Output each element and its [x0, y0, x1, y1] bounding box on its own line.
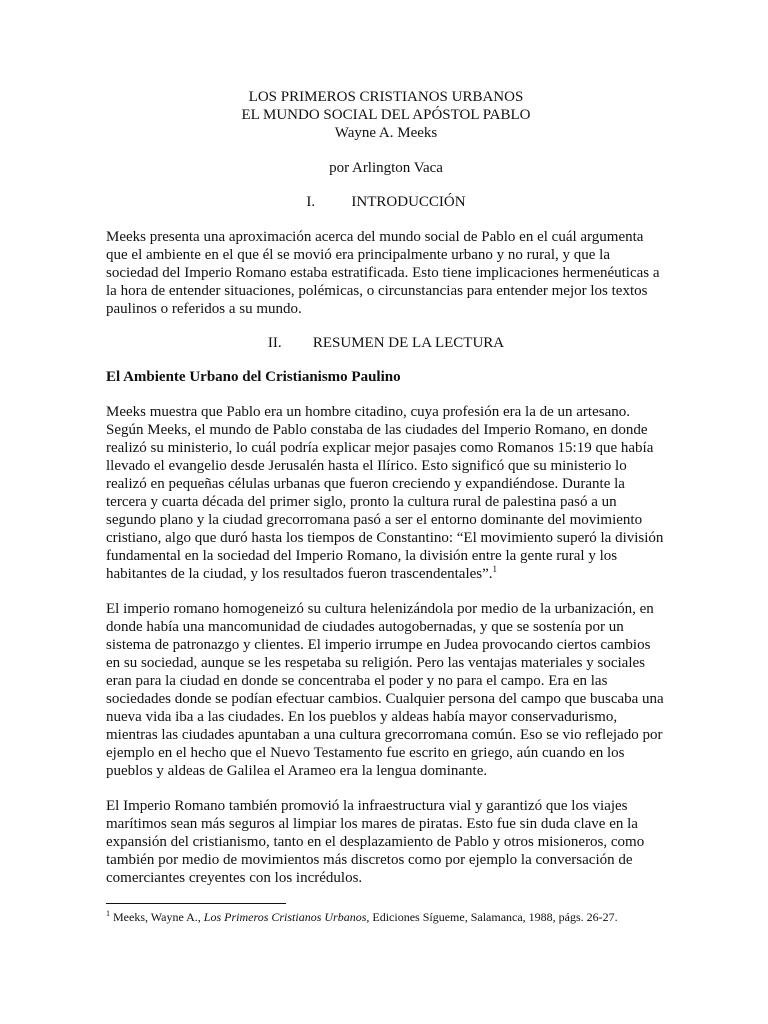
section-number: II.: [267, 335, 282, 351]
footnote-suffix: Ediciones Sígueme, Salamanca, 1988, págs. 26-27.: [369, 910, 618, 924]
footnote-marker: 1: [106, 909, 110, 918]
paragraph-text: Meeks muestra que Pablo era un hombre citadino, cuya profesión era la de un artesano. Según Meeks, el mundo de Pablo constaba de las ciudades del Imperio Romano, en donde realizó su ministerio, lo cuál podría explicar mejor pasajes como Romanos 15:19 que había llevado el evangelio desde Jerusalén hasta el Ilírico. Esto significó que su ministerio lo realizó en pequeñas células urbanas que fueron creciendo y expandiéndose. Durante la tercera y cuarta década del primer siglo, pronto la cultura rural de palestina pasó a un segundo plano y la ciudad grecorromana pasó a ser el entorno dominante del movimiento cristiano, algo que duró hasta los tiempos de Constantino: “El movimiento superó la división fundamental en la sociedad del Imperio Romano, la división entre la gente rural y los habitantes de la ciudad, y los resultados fueron trascendentales”.: [106, 404, 664, 582]
section-title: INTRODUCCIÓN: [351, 194, 466, 210]
body-paragraph-3: El Imperio Romano también promovió la infraestructura vial y garantizó que los viajes marítimos sean más seguros al limpiar los mares de piratas. Esto fue sin duda clave en la expansión del cristianismo, tanto en el desplazamiento de Pablo y otros misioneros, como también por medio de movimientos más discretos como por ejemplo la conversación de comerciantes creyentes con los incrédulos.: [106, 798, 645, 886]
title-block: [106, 88, 666, 142]
byline: por Arlington Vaca: [329, 160, 443, 176]
title-line-2: EL MUNDO SOCIAL DEL APÓSTOL PABLO: [241, 107, 531, 123]
section-heading-introduccion: [106, 193, 666, 211]
document-page: [106, 88, 666, 925]
footnote-reference[interactable]: 1: [492, 564, 498, 574]
section-number: I.: [306, 194, 316, 210]
body-paragraph-1: [106, 403, 666, 583]
title-line-1: LOS PRIMEROS CRISTIANOS URBANOS: [248, 89, 524, 105]
subheading: El Ambiente Urbano del Cristianismo Paulino: [106, 369, 401, 385]
section-heading-resumen: [106, 334, 666, 352]
intro-paragraph: Meeks presenta una aproximación acerca del mundo social de Pablo en el cuál argumenta que el ambiente en el que él se movió era principalmente urbano y no rural, y que la sociedad del Imperio Romano estaba estratificada. Esto tiene implicaciones hermenéuticas a la hora de entender situaciones, polémicas, o circunstancias para entender mejor los textos paulinos o referidos a su mundo.: [106, 229, 660, 317]
body-paragraph-2: El imperio romano homogeneizó su cultura helenizándola por medio de la urbanización, en donde había una mancomunidad de ciudades autogobernadas, y que se sostenía por un sistema de patronazgo y clientes. El imperio irrumpe en Judea provocando ciertos cambios en su sociedad, aunque se les respetaba su religión. Pero las ventajas materiales y sociales eran para la ciudad en donde se concentraba el poder y no para el campo. Era en las sociedades donde se podían efectuar cambios. Cualquier persona del campo que buscaba una nueva vida iba a las ciudades. En los pueblos y aldeas había mayor conservadurismo, mientras las ciudades apuntaban a una cultura grecorromana común. Eso se vio reflejado por ejemplo en el hecho que el Nuevo Testamento fue escrito en griego, aún cuando en los pueblos y aldeas de Galilea el Arameo era la lengua dominante.: [106, 601, 664, 779]
footnote: [106, 910, 666, 925]
footnote-prefix: Meeks, Wayne A.,: [110, 910, 204, 924]
book-author: Wayne A. Meeks: [334, 125, 438, 141]
footnote-book-title: Los Primeros Cristianos Urbanos,: [203, 910, 370, 924]
footnote-divider: [106, 903, 286, 904]
section-title: RESUMEN DE LA LECTURA: [312, 335, 505, 351]
